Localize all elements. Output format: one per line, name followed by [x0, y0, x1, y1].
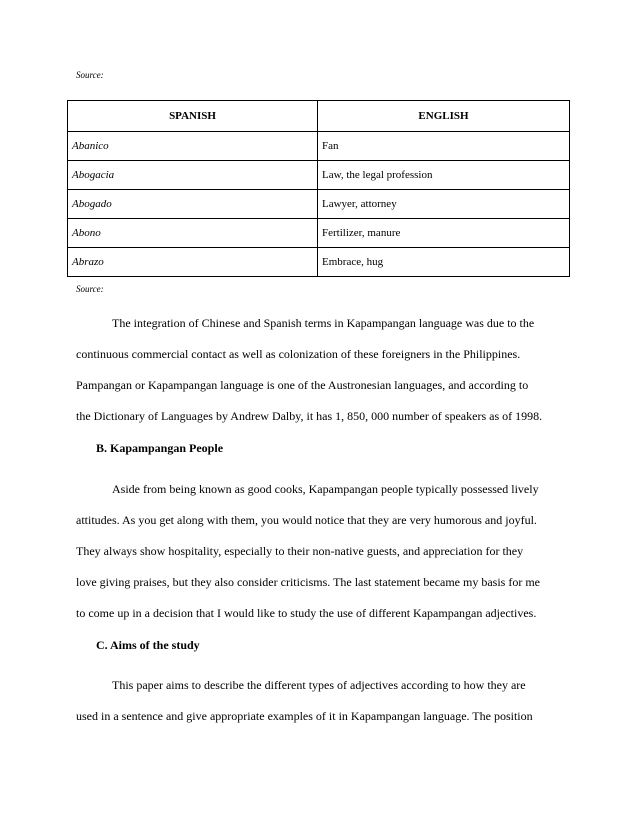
header-spanish: SPANISH [68, 101, 318, 132]
paragraph-people [76, 474, 576, 629]
spanish-cell: Abono [68, 219, 318, 248]
paragraph-aims [76, 670, 576, 732]
table-row [68, 132, 570, 161]
paragraph-line: Pampangan or Kapampangan language is one of the Austronesian languages, and according to [76, 378, 529, 392]
english-cell: Embrace, hug [318, 248, 570, 277]
header-english: ENGLISH [318, 101, 570, 132]
spanish-cell: Abrazo [68, 248, 318, 277]
english-cell: Lawyer, attorney [318, 190, 570, 219]
spanish-cell: Abanico [68, 132, 318, 161]
spanish-cell: Abogacia [68, 161, 318, 190]
table-header-row [68, 101, 570, 132]
paragraph-line: love giving praises, but they also consider criticisms. The last statement became my basis for me [76, 575, 540, 589]
source-caption-top: Source: [76, 70, 104, 80]
english-cell: Fertilizer, manure [318, 219, 570, 248]
paragraph-line: They always show hospitality, especially to their non-native guests, and appreciation for they [76, 544, 524, 558]
spanish-english-table [67, 100, 570, 277]
paragraph-line: the Dictionary of Languages by Andrew Dalby, it has 1, 850, 000 number of speakers as of 1998. [76, 409, 543, 423]
paragraph-line: to come up in a decision that I would like to study the use of different Kapampangan adjectives. [76, 606, 537, 620]
paragraph-line: attitudes. As you get along with them, you would notice that they are very humorous and joyful. [76, 513, 537, 527]
paragraph-line: This paper aims to describe the different types of adjectives according to how they are [112, 678, 526, 692]
paragraph-line: The integration of Chinese and Spanish terms in Kapampangan language was due to the [112, 316, 535, 330]
paragraph-line: used in a sentence and give appropriate examples of it in Kapampangan language. The position [76, 709, 533, 723]
paragraph-integration [76, 308, 576, 432]
table-row [68, 248, 570, 277]
table-row [68, 219, 570, 248]
english-cell: Fan [318, 132, 570, 161]
table-row [68, 190, 570, 219]
paragraph-line: continuous commercial contact as well as colonization of these foreigners in the Philippines. [76, 347, 521, 361]
source-caption-bottom: Source: [76, 284, 104, 294]
section-heading-c: C. Aims of the study [96, 638, 200, 652]
table-row [68, 161, 570, 190]
english-cell: Law, the legal profession [318, 161, 570, 190]
section-heading-b: B. Kapampangan People [96, 441, 224, 455]
spanish-cell: Abogado [68, 190, 318, 219]
paragraph-line: Aside from being known as good cooks, Kapampangan people typically possessed lively [112, 482, 539, 496]
